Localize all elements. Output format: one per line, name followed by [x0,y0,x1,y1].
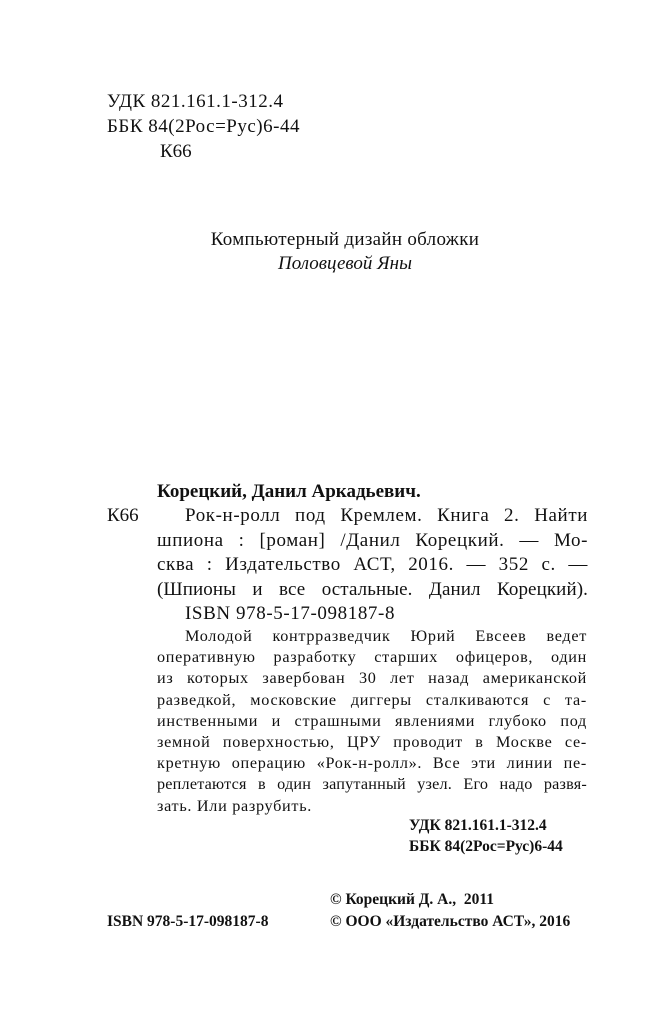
abstract-line: из которых завербован 30 лет назад американской [157,669,587,688]
abstract-line: реплетаются в один запутанный узел. Его надо развя- [157,775,587,794]
abstract-line: зать. Или разрубить. [157,796,313,815]
abstract-line: Молодой контрразведчик Юрий Евсеев ведет [185,627,587,645]
bibliography-author-mark: К66 [107,505,139,526]
abstract-line: инственными и страшными явлениями глубоко под [157,711,587,730]
abstract [157,626,587,817]
bibliography-line: сква : Издательство АСТ, 2016. — 352 с. — [157,554,588,576]
bibliography-line: Рок-н-ролл под Кремлем. Книга 2. Найти [185,505,588,526]
abstract-line: кретную операцию «Рок-н-ролл». Все эти линии пе- [157,754,587,773]
footer-isbn: ISBN 978-5-17-098187-8 [107,913,269,930]
cover-designer-name: Половцевой Яны [278,253,412,274]
bbk-header: ББК 84(2Рос=Рус)6-44 [107,116,300,137]
bibliography-line: шпиона : [роман] /Данил Корецкий. — Мо- [157,529,588,551]
copyright-publisher: © ООО «Издательство АСТ», 2016 [330,913,571,930]
copyright-author: © Корецкий Д. А., 2011 [330,891,495,908]
abstract-line: земной поверхностью, ЦРУ проводит в Москве се- [157,732,587,751]
abstract-line: разведкой, московские диггеры сталкиваются с та- [157,690,587,709]
bibliography-author: Корецкий, Данил Аркадьевич. [157,481,421,502]
author-mark-header: К66 [160,141,192,162]
udk-classification: УДК 821.161.1-312.4 [409,817,547,834]
cover-design-credit: Компьютерный дизайн обложки [210,229,480,250]
bibliography-line: (Шпионы и все остальные. Данил Корецкий). [157,578,588,600]
bbk-classification: ББК 84(2Рос=Рус)6-44 [409,838,563,855]
udk-header: УДК 821.161.1-312.4 [107,91,284,112]
bibliography-isbn: ISBN 978-5-17-098187-8 [185,603,396,624]
bibliography-entry [157,504,588,602]
abstract-line: оперативную разработку старших офицеров, один [157,648,587,667]
